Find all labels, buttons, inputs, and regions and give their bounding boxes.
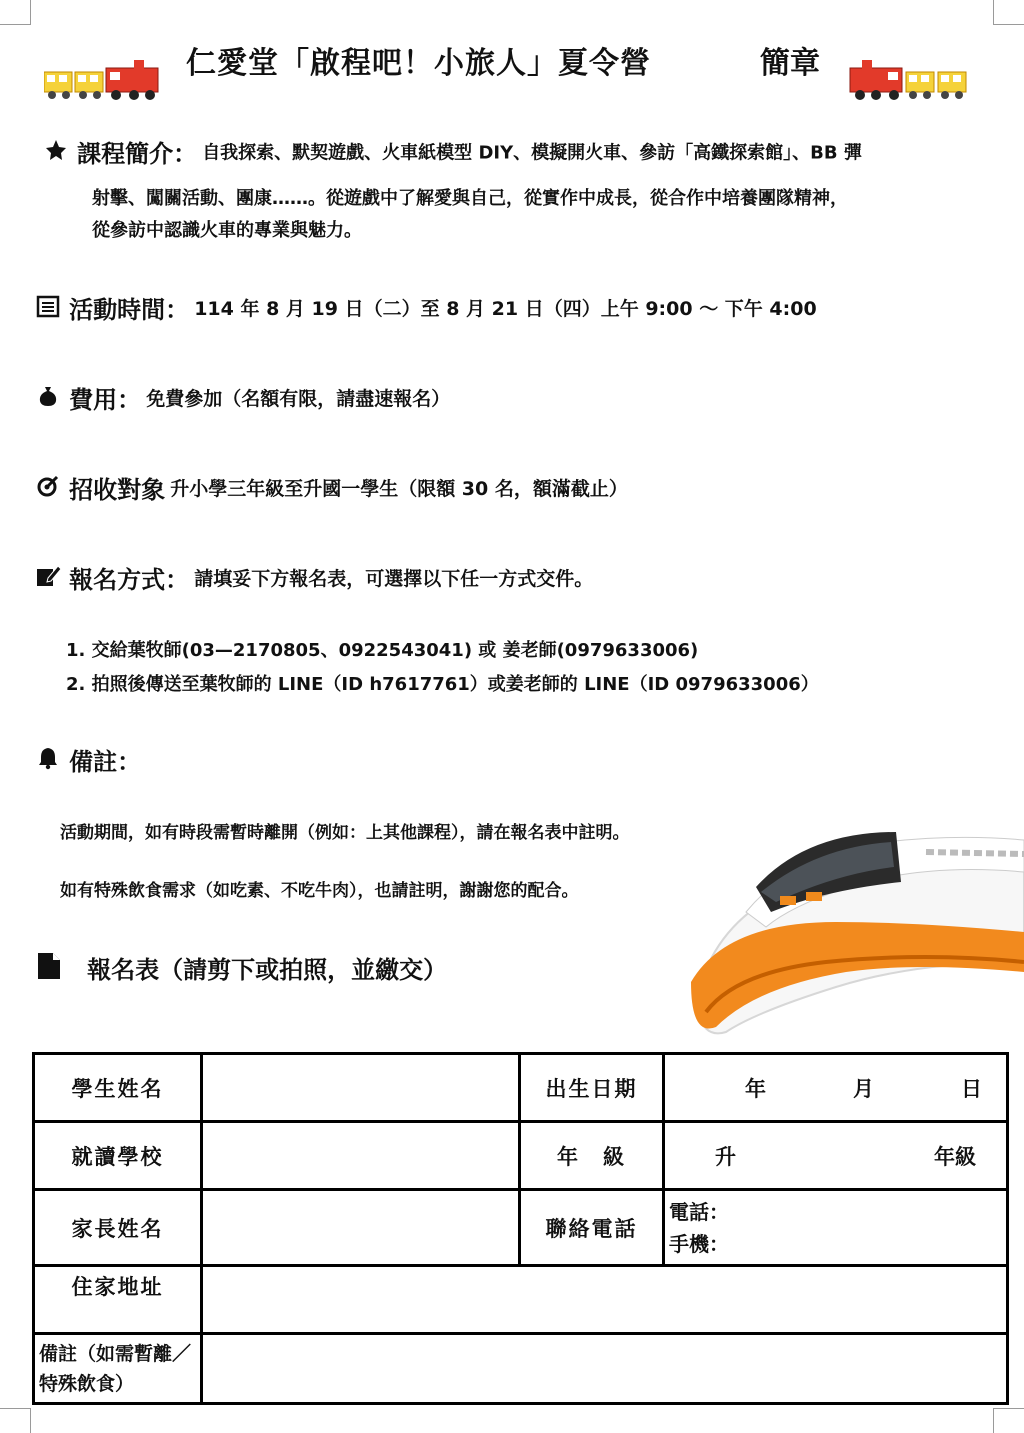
- target-section: [36, 470, 628, 505]
- crop-mark-top-right: [993, 0, 1024, 25]
- signup-heading: 報名方式：: [69, 566, 190, 594]
- parent-name-label: 家長姓名: [34, 1190, 202, 1266]
- table-row: [34, 1266, 1008, 1334]
- fee-text: 免費參加（名額有限，請盡速報名）: [146, 388, 451, 410]
- crop-mark-bottom-left: [0, 1408, 31, 1433]
- signup-item-2: 2. 拍照後傳送至葉牧師的 LINE（ID h7617761）或姜老師的 LINE（ID 0979633006）: [66, 674, 819, 695]
- school-field[interactable]: [202, 1122, 520, 1190]
- form-heading: 報名表（請剪下或拍照，並繳交）: [87, 956, 448, 984]
- form-heading-section: [36, 950, 447, 985]
- month-label: 月: [853, 1076, 874, 1101]
- target-heading: 招收對象: [69, 476, 166, 504]
- calendar-icon: [36, 294, 64, 322]
- course-line-2: 射擊、闖關活動、團康……。從遊戲中了解愛與自己，從實作中成長，從合作中培養團隊精神，: [92, 188, 848, 209]
- edit-icon: [36, 564, 64, 592]
- contact-phone-field[interactable]: [664, 1190, 1008, 1266]
- table-row: [34, 1122, 1008, 1190]
- time-section: [36, 290, 817, 325]
- crop-mark-top-left: [0, 0, 31, 25]
- birth-date-label: 出生日期: [520, 1054, 664, 1122]
- phone-label: 電話：: [669, 1199, 729, 1224]
- year-label: 年: [745, 1076, 766, 1101]
- grade-field[interactable]: [664, 1122, 1008, 1190]
- contact-phone-label: 聯絡電話: [520, 1190, 664, 1266]
- notes-heading: 備註：: [69, 748, 142, 776]
- signup-section: [36, 560, 593, 595]
- target-icon: [36, 474, 64, 502]
- table-row: [34, 1190, 1008, 1266]
- flyer-title-suffix: 簡章: [760, 46, 820, 81]
- notes-line-1: 活動期間，如有時段需暫時離開（例如：上其他課程），請在報名表中註明。: [60, 823, 630, 843]
- student-name-label: 學生姓名: [34, 1054, 202, 1122]
- ribbon-icon: [44, 138, 72, 166]
- grade-label: 年 級: [520, 1122, 664, 1190]
- crop-mark-bottom-right: [993, 1408, 1024, 1433]
- remarks-field[interactable]: [202, 1334, 1008, 1404]
- course-heading: 課程簡介：: [77, 140, 198, 168]
- parent-name-field[interactable]: [202, 1190, 520, 1266]
- train-clipart-left: [44, 58, 162, 102]
- table-row: [34, 1054, 1008, 1122]
- address-label: 住家地址: [34, 1266, 202, 1334]
- mobile-label: 手機：: [669, 1231, 729, 1256]
- high-speed-rail-clipart: [686, 812, 1024, 1042]
- student-name-field[interactable]: [202, 1054, 520, 1122]
- signup-item-1: 1. 交給葉牧師(03—2170805、0922543041) 或 姜老師(0979633006): [66, 640, 699, 661]
- bell-icon: [36, 746, 64, 774]
- notes-line-2: 如有特殊飲食需求（如吃素、不吃牛肉），也請註明，謝謝您的配合。: [60, 881, 579, 901]
- target-text: 升小學三年級至升國一學生（限額 30 名，額滿截止）: [170, 478, 628, 500]
- flyer-title: 仁愛堂「啟程吧！小旅人」夏令營: [186, 46, 651, 81]
- money-bag-icon: [36, 384, 64, 412]
- course-line-1: 自我探索、默契遊戲、火車紙模型 DIY、模擬開火車、參訪「高鐵探索館」、BB 彈: [202, 142, 862, 164]
- grade-unit-label: 年級: [934, 1144, 976, 1169]
- remarks-label: 備註（如需暫離／特殊飲食）: [34, 1334, 202, 1404]
- notes-section: [36, 742, 141, 777]
- registration-form-table: [32, 1052, 1009, 1405]
- course-line-3: 從參訪中認識火車的專業與魅力。: [92, 220, 362, 241]
- fee-heading: 費用：: [69, 386, 142, 414]
- grade-rise-label: 升: [715, 1144, 736, 1169]
- time-heading: 活動時間：: [69, 296, 190, 324]
- fee-section: [36, 380, 450, 415]
- train-clipart-right: [848, 58, 970, 102]
- birth-date-field[interactable]: [664, 1054, 1008, 1122]
- document-icon: [36, 952, 82, 984]
- course-section: [44, 134, 862, 169]
- signup-text: 請填妥下方報名表，可選擇以下任一方式交件。: [194, 568, 594, 590]
- school-label: 就讀學校: [34, 1122, 202, 1190]
- time-text: 114 年 8 月 19 日（二）至 8 月 21 日（四）上午 9:00 ～ 下午 4:00: [194, 298, 817, 320]
- table-row: [34, 1334, 1008, 1404]
- day-label: 日: [961, 1076, 982, 1101]
- address-field[interactable]: [202, 1266, 1008, 1334]
